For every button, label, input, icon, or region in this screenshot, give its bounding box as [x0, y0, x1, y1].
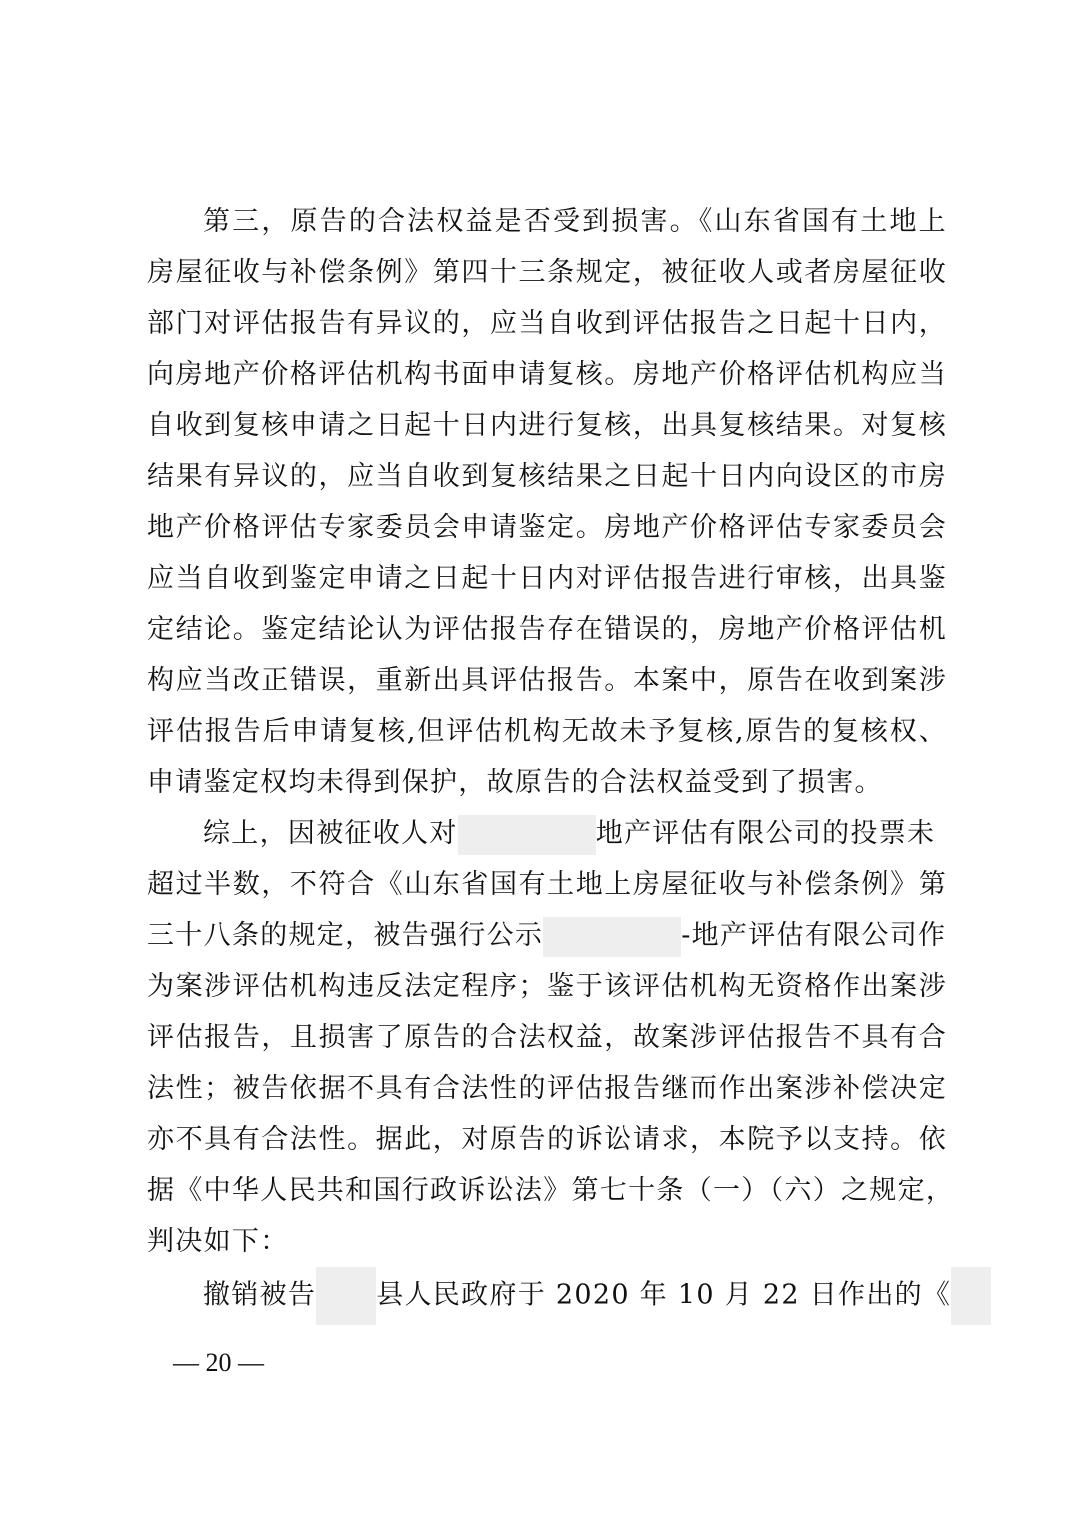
text-line: 第三，原告的合法权益是否受到损害。《山东省国有土地上	[203, 206, 947, 237]
text-line: 超过半数，不符合《山东省国有土地上房屋征收与补偿条例》第	[147, 869, 947, 900]
text-line: 据《中华人民共和国行政诉讼法》第七十条（一）（六）之规定，	[147, 1175, 955, 1206]
page-number: — 20 —	[173, 1348, 264, 1377]
text-line: 自收到复核申请之日起十日内进行复核，出具复核结果。对复核	[147, 410, 947, 441]
redaction-block	[316, 1267, 376, 1325]
text-segment: 撤销被告	[203, 1279, 317, 1311]
text-line: 判决如下：	[147, 1226, 289, 1257]
text-line: 应当自收到鉴定申请之日起十日内对评估报告进行审核，出具鉴	[147, 563, 947, 594]
text-line: 部门对评估报告有异议的，应当自收到评估报告之日起十日内，	[147, 308, 947, 339]
body-text	[147, 196, 955, 1318]
text-line	[147, 808, 947, 859]
text-segment: 县人民政府于 2020 年 10 月 22 日作出的《	[376, 1279, 952, 1311]
redaction-block	[458, 815, 596, 855]
text-line	[147, 910, 947, 961]
text-line: 亦不具有合法性。据此，对原告的诉讼请求，本院予以支持。依	[147, 1124, 947, 1155]
redaction-block	[543, 917, 681, 957]
text-line: 评估报告，且损害了原告的合法权益，故案涉评估报告不具有合	[147, 1022, 947, 1053]
text-line	[147, 1267, 952, 1318]
text-line: 地产价格评估专家委员会申请鉴定。房地产价格评估专家委员会	[147, 512, 947, 543]
text-line: 向房地产价格评估机构书面申请复核。房地产价格评估机构应当	[147, 359, 947, 390]
text-line: 房屋征收与补偿条例》第四十三条规定，被征收人或者房屋征收	[147, 257, 947, 288]
text-line: 结果有异议的，应当自收到复核结果之日起十日内向设区的市房	[147, 461, 947, 492]
text-line: 为案涉评估机构违反法定程序；鉴于该评估机构无资格作出案涉	[147, 971, 947, 1002]
text-segment: -地产评估有限公司作	[681, 920, 947, 951]
text-line: 定结论。鉴定结论认为评估报告存在错误的，房地产价格评估机	[147, 614, 947, 645]
text-segment: 地产评估有限公司的投票未	[595, 818, 936, 849]
text-segment: 综上，因被征收人对	[203, 818, 458, 849]
text-line: 评估报告后申请复核,但评估机构无故未予复核,原告的复核权、	[147, 716, 947, 747]
text-line: 申请鉴定权均未得到保护，故原告的合法权益受到了损害。	[147, 767, 883, 798]
redaction-block	[951, 1267, 991, 1325]
text-line: 构应当改正错误，重新出具评估报告。本案中，原告在收到案涉	[147, 665, 947, 696]
text-segment: 三十八条的规定，被告强行公示	[147, 920, 544, 951]
text-line: 法性；被告依据不具有合法性的评估报告继而作出案涉补偿决定	[147, 1073, 947, 1104]
